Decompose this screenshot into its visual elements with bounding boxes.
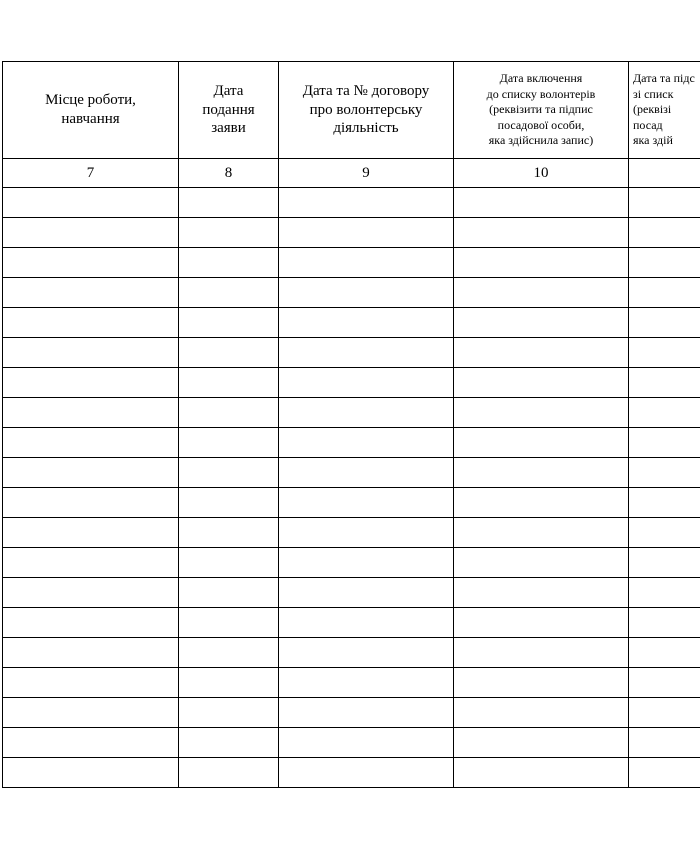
table-row bbox=[3, 338, 700, 368]
table-cell bbox=[279, 308, 454, 338]
table-cell bbox=[179, 368, 279, 398]
table-cell bbox=[179, 278, 279, 308]
table-cell bbox=[629, 458, 700, 488]
column-number: 8 bbox=[179, 159, 279, 188]
header-inclusion-date: Дата включення до списку волонтерів (реквізити та підпис посадової особи, яка здійснила запис) bbox=[454, 62, 629, 159]
table-cell bbox=[179, 428, 279, 458]
table-cell bbox=[454, 608, 629, 638]
column-number: 7 bbox=[3, 159, 179, 188]
header-row bbox=[3, 62, 700, 159]
table-cell bbox=[3, 548, 179, 578]
table-cell bbox=[454, 698, 629, 728]
table-cell bbox=[454, 368, 629, 398]
table-cell bbox=[279, 218, 454, 248]
table-cell bbox=[3, 368, 179, 398]
header-contract-date-number: Дата та № договору про волонтерську діяльність bbox=[279, 62, 454, 159]
table-cell bbox=[3, 638, 179, 668]
table-cell bbox=[179, 698, 279, 728]
table-cell bbox=[629, 548, 700, 578]
table-cell bbox=[3, 458, 179, 488]
table-row bbox=[3, 278, 700, 308]
table-cell bbox=[279, 578, 454, 608]
table-cell bbox=[454, 458, 629, 488]
header-application-date: Дата подання заяви bbox=[179, 62, 279, 159]
table-cell bbox=[454, 638, 629, 668]
table-cell bbox=[279, 728, 454, 758]
table-cell bbox=[3, 338, 179, 368]
table-cell bbox=[454, 398, 629, 428]
table-cell bbox=[454, 578, 629, 608]
table-cell bbox=[629, 638, 700, 668]
table-cell bbox=[629, 518, 700, 548]
table-cell bbox=[179, 578, 279, 608]
table-cell bbox=[454, 308, 629, 338]
table-cell bbox=[3, 398, 179, 428]
table-cell bbox=[279, 488, 454, 518]
table-cell bbox=[3, 428, 179, 458]
table-cell bbox=[629, 728, 700, 758]
table-cell bbox=[629, 608, 700, 638]
table-cell bbox=[179, 338, 279, 368]
table-row bbox=[3, 728, 700, 758]
table-cell bbox=[279, 248, 454, 278]
table-row bbox=[3, 548, 700, 578]
table-cell bbox=[629, 698, 700, 728]
table-row bbox=[3, 398, 700, 428]
table-cell bbox=[454, 548, 629, 578]
table-row bbox=[3, 518, 700, 548]
table-cell bbox=[3, 218, 179, 248]
table-row bbox=[3, 248, 700, 278]
table-cell bbox=[454, 428, 629, 458]
table-cell bbox=[279, 428, 454, 458]
table-row bbox=[3, 638, 700, 668]
column-number bbox=[629, 159, 700, 188]
table-cell bbox=[279, 518, 454, 548]
table-row bbox=[3, 698, 700, 728]
table-cell bbox=[629, 368, 700, 398]
header-workplace: Місце роботи, навчання bbox=[3, 62, 179, 159]
table-cell bbox=[3, 188, 179, 218]
table-cell bbox=[629, 428, 700, 458]
table-cell bbox=[454, 278, 629, 308]
table-cell bbox=[3, 278, 179, 308]
volunteer-register-table bbox=[2, 61, 700, 788]
table-cell bbox=[279, 338, 454, 368]
table-cell bbox=[454, 728, 629, 758]
table-cell bbox=[279, 368, 454, 398]
table-cell bbox=[179, 398, 279, 428]
table-cell bbox=[179, 728, 279, 758]
table-cell bbox=[279, 698, 454, 728]
column-number: 10 bbox=[454, 159, 629, 188]
table-cell bbox=[279, 758, 454, 788]
table-cell bbox=[454, 218, 629, 248]
table-cell bbox=[179, 668, 279, 698]
table-cell bbox=[179, 308, 279, 338]
table-cell bbox=[629, 248, 700, 278]
table-cell bbox=[279, 188, 454, 218]
table-row bbox=[3, 308, 700, 338]
table-cell bbox=[179, 188, 279, 218]
table-cell bbox=[279, 608, 454, 638]
table-cell bbox=[454, 488, 629, 518]
table-cell bbox=[3, 728, 179, 758]
table-cell bbox=[629, 308, 700, 338]
table-cell bbox=[179, 458, 279, 488]
table-cell bbox=[629, 758, 700, 788]
table-cell bbox=[454, 248, 629, 278]
table-cell bbox=[454, 518, 629, 548]
table-cell bbox=[454, 668, 629, 698]
table-cell bbox=[179, 548, 279, 578]
table-cell bbox=[179, 248, 279, 278]
table-cell bbox=[279, 668, 454, 698]
table-cell bbox=[3, 608, 179, 638]
table-cell bbox=[3, 668, 179, 698]
table-row bbox=[3, 188, 700, 218]
table-cell bbox=[179, 758, 279, 788]
table-cell bbox=[279, 638, 454, 668]
table-row bbox=[3, 578, 700, 608]
table-cell bbox=[279, 548, 454, 578]
table-cell bbox=[629, 218, 700, 248]
table-cell bbox=[454, 188, 629, 218]
table-cell bbox=[3, 698, 179, 728]
table-cell bbox=[3, 578, 179, 608]
table-cell bbox=[629, 668, 700, 698]
table-row bbox=[3, 608, 700, 638]
header-exclusion-date: Дата та підс зі списк (реквізі посад яка здій bbox=[629, 62, 700, 159]
table-cell bbox=[629, 278, 700, 308]
table-row bbox=[3, 218, 700, 248]
table-cell bbox=[279, 398, 454, 428]
table-row bbox=[3, 488, 700, 518]
volunteer-register-table-wrapper bbox=[2, 61, 700, 788]
table-cell bbox=[454, 338, 629, 368]
table-cell bbox=[3, 248, 179, 278]
table-cell bbox=[279, 458, 454, 488]
table-cell bbox=[629, 338, 700, 368]
table-cell bbox=[3, 518, 179, 548]
table-cell bbox=[454, 758, 629, 788]
table-cell bbox=[3, 758, 179, 788]
table-cell bbox=[279, 278, 454, 308]
table-cell bbox=[629, 398, 700, 428]
table-cell bbox=[629, 188, 700, 218]
table-cell bbox=[3, 488, 179, 518]
table-cell bbox=[629, 488, 700, 518]
table-cell bbox=[179, 218, 279, 248]
table-cell bbox=[179, 488, 279, 518]
table-cell bbox=[3, 308, 179, 338]
column-number: 9 bbox=[279, 159, 454, 188]
table-row bbox=[3, 428, 700, 458]
table-cell bbox=[179, 608, 279, 638]
table-cell bbox=[179, 518, 279, 548]
table-row bbox=[3, 758, 700, 788]
table-row bbox=[3, 458, 700, 488]
column-number-row bbox=[3, 159, 700, 188]
table-cell bbox=[629, 578, 700, 608]
table-row bbox=[3, 368, 700, 398]
table-cell bbox=[179, 638, 279, 668]
table-row bbox=[3, 668, 700, 698]
